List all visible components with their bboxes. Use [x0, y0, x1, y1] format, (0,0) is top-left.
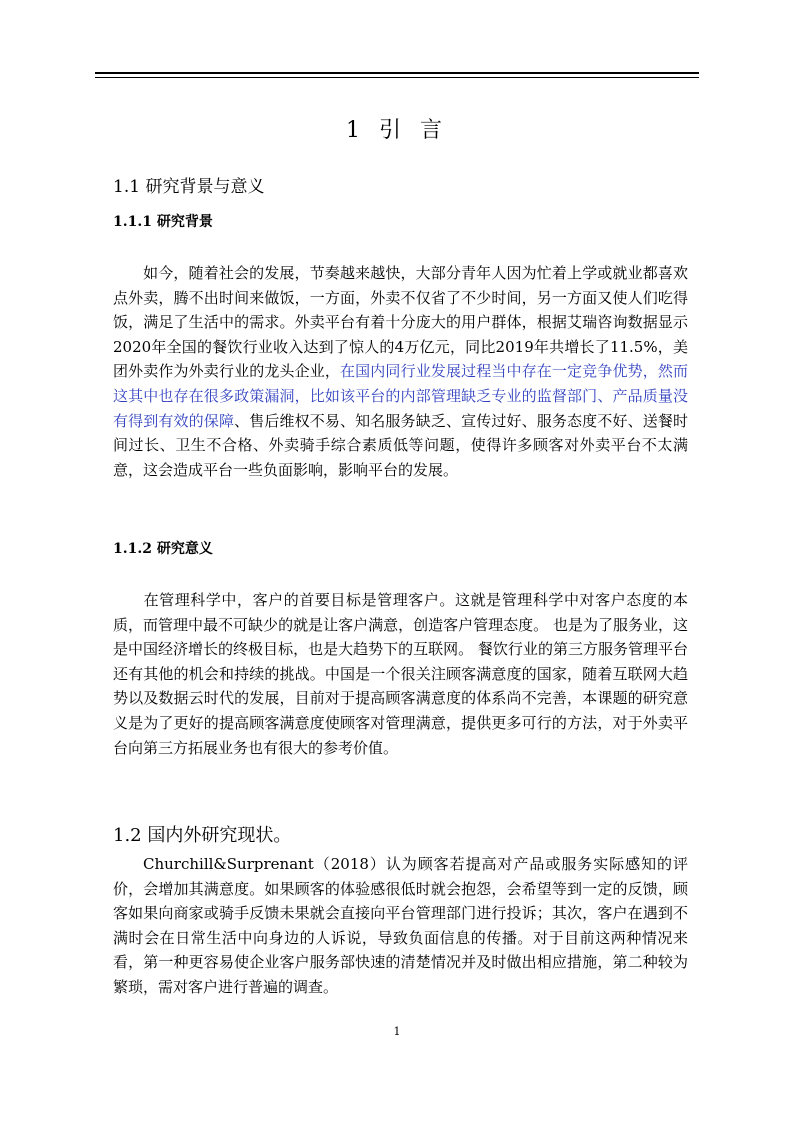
paragraph-text: 如今，随着社会的发展，节奏越来越快，大部分青年人因为忙着上学或就业都喜欢点外卖，腾不出时间来做饭，一方面，外卖不仅省了不少时间，另一方面又使人们吃得饭，满足了生活中的需求。外卖平台有着十分庞大的用户群体，根据艾瑞咨询数据显示2020年全国的餐饮行业收入达到了惊人的4万亿元，同比2019年共增长了11.5%，美团外卖作为外卖行业的龙头企业， [113, 264, 688, 381]
paragraph-research-background [113, 261, 688, 482]
paragraph-research-significance [113, 588, 688, 760]
paragraph-text: 在管理科学中，客户的首要目标是管理客户。这就是管理科学中对客户态度的本质，而管理中最不可缺少的就是让客户满意，创造客户管理态度。 也是为了服务业，这是中国经济增长的终极目标，也是大趋势下的互联网。 餐饮行业的第三方服务管理平台还有其他的机会和持续的挑战。中国是一个很关注顾客满意度的国家，随着互联网大趋势以及数据云时代的发展，目前对于提高顾客满意度的体系尚不完善，本课题的研究意义是为了更好的提高顾客满意度使顾客对管理满意，提供更多可行的方法，对于外卖平台向第三方拓展业务也有很大的参考价值。 [113, 591, 688, 757]
subsection-heading-1-1-1: 1.1.1 研究背景 [113, 214, 213, 230]
header-rule-thin [95, 77, 699, 78]
paragraph-research-status [113, 852, 688, 1000]
subsection-heading-1-1-2: 1.1.2 研究意义 [113, 541, 213, 557]
highlighted-text: 在国内同行业发展过程当中存在一定竞争优势，然而这其中也存在很多政策漏洞，比如该平台的内部管理缺乏专业的监督部门、产品质量没有得到有效的保障 [113, 362, 688, 430]
paragraph-text: 、售后维权不易、知名服务缺乏、宣传过好、服务态度不好、送餐时间过长、卫生不合格、外卖骑手综合素质低等问题，使得许多顾客对外卖平台不太满意，这会造成平台一些负面影响，影响平台的发展。 [113, 411, 688, 479]
page-number: 1 [393, 1025, 401, 1038]
section-heading-1-1: 1.1 研究背景与意义 [113, 177, 265, 197]
chapter-title: 1 引 言 [346, 118, 448, 143]
paragraph-text: Churchill&Surprenant（2018）认为顾客若提高对产品或服务实际感知的评价，会增加其满意度。如果顾客的体验感很低时就会抱怨，会希望等到一定的反馈，顾客如果向商家或骑手反馈未果就会直接向平台管理部门进行投诉；其次，客户在遇到不满时会在日常生活中向身边的人诉说，导致负面信息的传播。对于目前这两种情况来看，第一种更容易使企业客户服务部快速的清楚情况并及时做出相应措施，第二种较为繁琐，需对客户进行普遍的调查。 [113, 855, 688, 996]
section-heading-1-2: 1.2 国内外研究现状。 [113, 825, 292, 846]
header-rule-thick [95, 72, 699, 74]
